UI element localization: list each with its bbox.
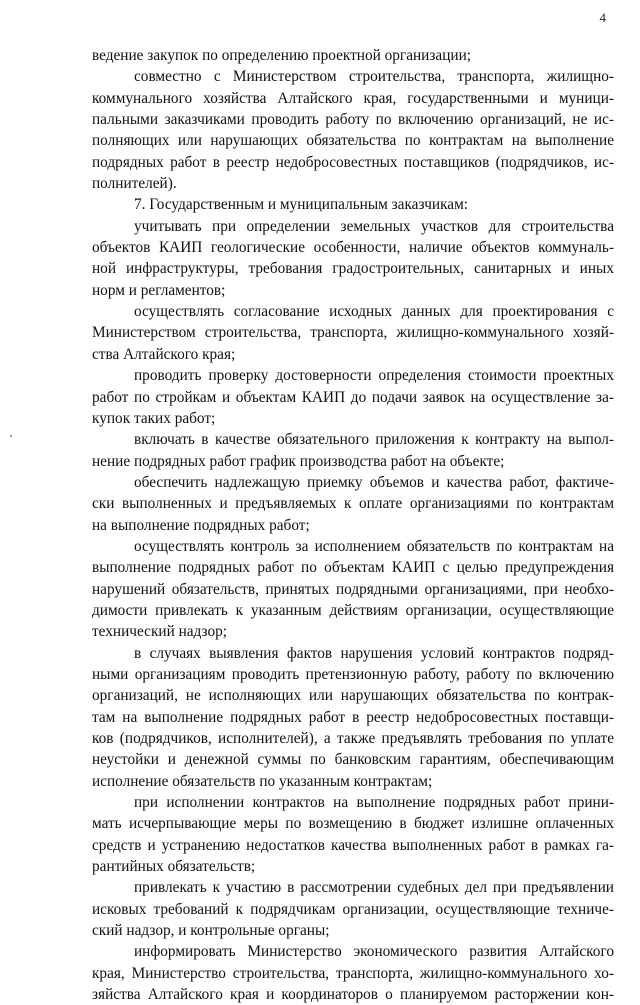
text-line: выполнение подрядных работ по объектам КАИП с целью предупреждения bbox=[92, 559, 614, 577]
text-line: ский надзор, и контрольные органы; bbox=[92, 922, 330, 940]
text-line: средств и устранению недостатков качества выполненных работ в рамках га- bbox=[92, 836, 614, 854]
text-line: полнителей). bbox=[92, 175, 177, 193]
text-line: края, Министерство строительства, транспорта, жилищно-коммунального хо- bbox=[92, 964, 614, 982]
document-body bbox=[92, 45, 614, 1005]
text-line: осуществлять согласование исходных данных для проектирования с bbox=[134, 303, 614, 321]
text-line: обеспечить надлежащую приемку объемов и качества работ, фактиче- bbox=[134, 473, 614, 491]
text-line: организаций, не исполняющих или нарушающих обязательства по контрак- bbox=[92, 687, 614, 705]
text-line: неустойки и денежной суммы по банковским гарантиям, обеспечивающим bbox=[92, 751, 614, 769]
scan-artifact bbox=[10, 435, 12, 437]
text-line: нение подрядных работ график производства работ на объекте; bbox=[92, 452, 505, 470]
text-line: привлекать к участию в рассмотрении судебных дел при предъявлении bbox=[134, 879, 614, 897]
text-line: осуществлять контроль за исполнением обязательств по контрактам на bbox=[134, 537, 614, 555]
text-line: ства Алтайского края; bbox=[92, 345, 236, 363]
text-line: проводить проверку достоверности определения стоимости проектных bbox=[134, 367, 614, 385]
text-line: подрядных работ в реестр недобросовестных поставщиков (подрядчиков, ис- bbox=[92, 153, 614, 171]
text-line: при исполнении контрактов на выполнение подрядных работ прини- bbox=[134, 794, 614, 812]
text-line: технический надзор; bbox=[92, 623, 228, 641]
text-line: зяйства Алтайского края и координаторов о планируемом расторжении кон- bbox=[92, 986, 614, 1004]
text-line: работ по стройкам и объектам КАИП до подачи заявок на осуществление за- bbox=[92, 388, 614, 406]
text-line: на выполнение подрядных работ; bbox=[92, 516, 310, 534]
text-line: Министерством строительства, транспорта, жилищно-коммунального хозяй- bbox=[92, 324, 614, 342]
text-line: объектов КАИП геологические особенности, наличие объектов коммуналь- bbox=[92, 239, 614, 257]
text-line: пальными заказчиками проводить работу по включению организаций, не ис- bbox=[92, 111, 614, 129]
text-line: ски выполненных и предъявляемых к оплате организациями по контрактам bbox=[92, 495, 614, 513]
text-line: димости привлекать к указанным действиям организации, осуществляющие bbox=[92, 601, 614, 619]
text-line: купок таких работ; bbox=[92, 409, 216, 427]
page-number: 4 bbox=[599, 10, 606, 25]
text-line: ведение закупок по определению проектной организации; bbox=[92, 47, 472, 64]
text-line: коммунального хозяйства Алтайского края, государственными и муници- bbox=[92, 89, 614, 107]
text-line: совместно с Министерством строительства, транспорта, жилищно- bbox=[134, 68, 614, 86]
text-line: ков (подрядчиков, исполнителей), а также предъявлять требования по уплате bbox=[92, 730, 614, 747]
text-line: информировать Министерство экономического развития Алтайского bbox=[134, 943, 614, 961]
text-line: включать в качестве обязательного приложения к контракту на выпол- bbox=[134, 431, 614, 449]
text-line: ной инфраструктуры, требования градостроительных, санитарных и иных bbox=[92, 260, 614, 278]
text-line: исполнение обязательств по указанным контрактам; bbox=[92, 772, 433, 790]
text-line: в случаях выявления фактов нарушения условий контрактов подряд- bbox=[134, 644, 614, 662]
text-line: учитывать при определении земельных участков для строительства bbox=[134, 217, 614, 235]
text-line: мать исчерпывающие меры по возмещению в бюджет излишне оплаченных bbox=[92, 815, 614, 833]
text-line: полняющих или нарушающих обязательства по контрактам на выполнение bbox=[92, 132, 614, 150]
text-line: 7. Государственным и муниципальным заказчикам: bbox=[134, 196, 468, 214]
text-line: норм и регламентов; bbox=[92, 281, 226, 299]
text-line: рантийных обязательств; bbox=[92, 858, 256, 876]
text-line: исковых требований к подрядчикам организации, осуществляющие техниче- bbox=[92, 900, 614, 918]
text-line: нарушений обязательств, принятых подрядными организациями, при необхо- bbox=[92, 580, 614, 598]
text-line: там на выполнение подрядных работ в реестр недобросовестных поставщи- bbox=[92, 708, 614, 726]
text-line: ными организациям проводить претензионную работу, работу по включению bbox=[92, 665, 614, 683]
